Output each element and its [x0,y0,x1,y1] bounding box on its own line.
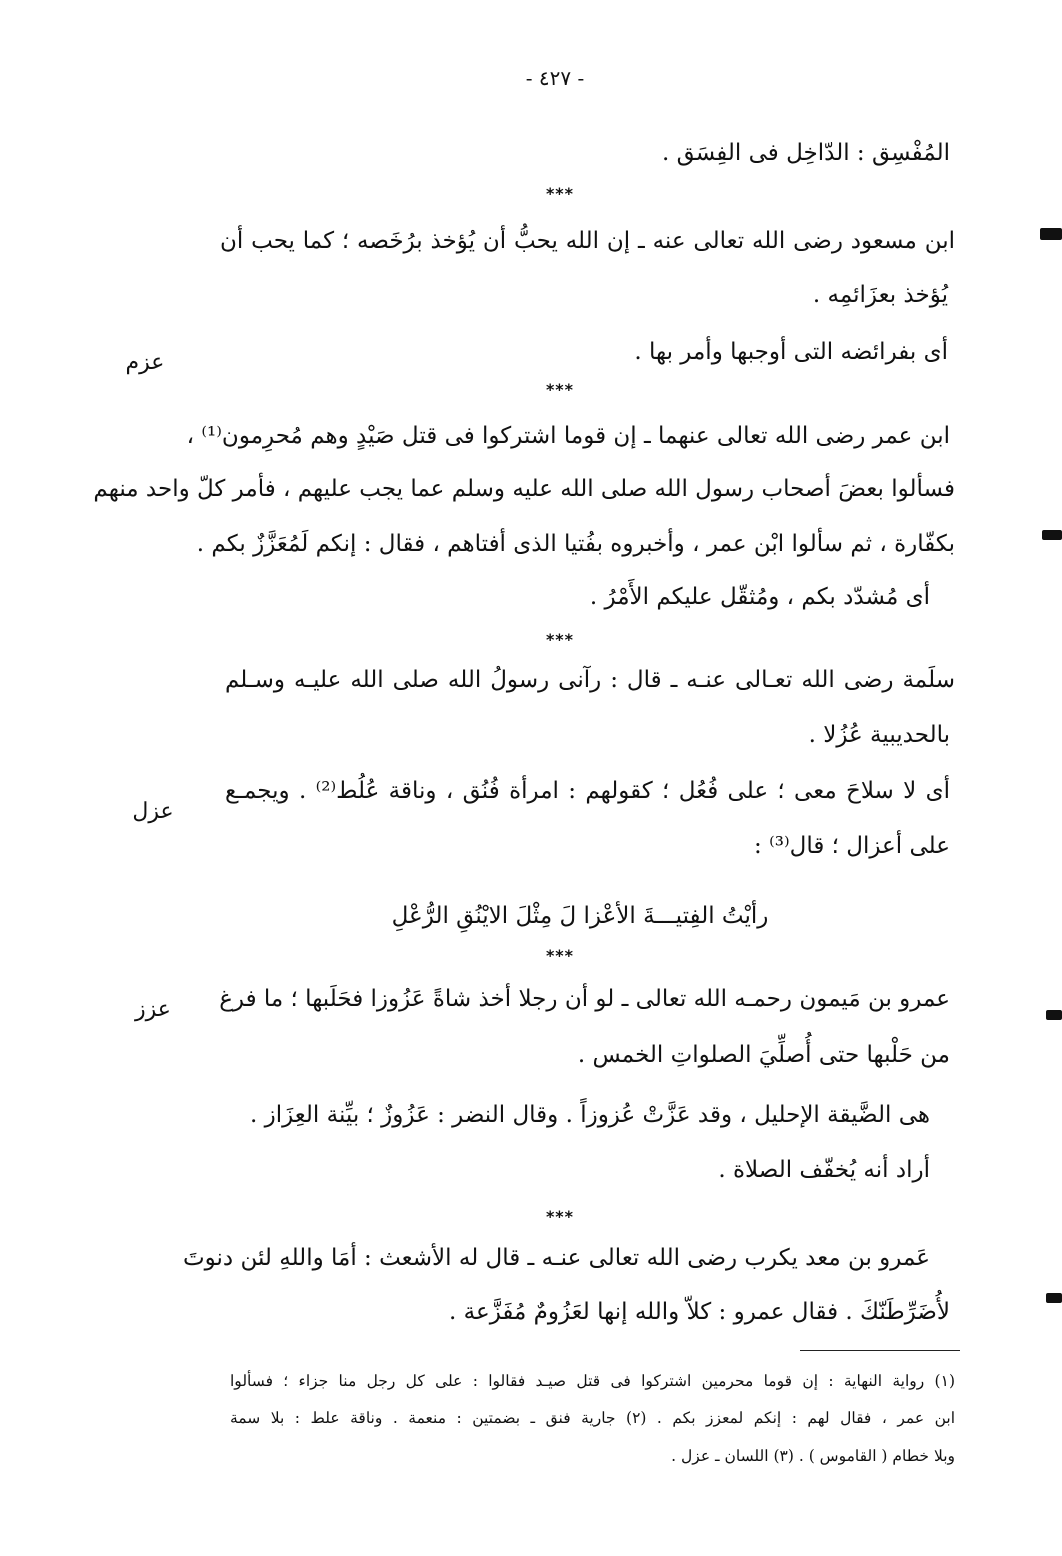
margin-root-azl: عزل [132,799,174,824]
text-line-14: من حَلْبها حتى أُصلِّيَ الصلواتِ الخمس . [577,1042,950,1068]
section-separator: *** [545,946,575,965]
text-line-3: يُؤخذ بعزَائمِه . [812,282,948,308]
text-line-16: أراد أنه يُخفّف الصلاة . [718,1157,930,1183]
page-number: - ٤٢٧ - [525,66,585,90]
text-line-5: ابن عمر رضى الله تعالى عنهما ـ إن قوما اشتركوا فى قتل صَيْدٍ وهم مُحرِمون⁽¹⁾ ، [186,423,950,449]
text-line-6: فسألوا بعضَ أصحاب رسول الله صلى الله عليه وسلم عما يجب عليهم ، فأمر كلّ واحد منهم [93,476,955,502]
section-separator: *** [545,380,575,399]
footnote-rule [800,1350,960,1351]
footnote-line-1: (١) رواية النهاية : إن قوما محرمين اشتركوا فى قتل صيـد فقالوا : على كل رجل منا جزاء ؛ فسألوا [230,1372,955,1390]
text-line-18: لأُضَرِّطَنّكَ . فقال عمرو : كلاّ والله إنها لعَزُومٌ مُفَزَّعة . [449,1299,950,1325]
section-separator: *** [545,630,575,649]
text-line-12: على أعزال ؛ قال⁽³⁾ : [754,833,950,859]
section-separator: *** [545,184,575,203]
text-line-15: هى الضَّيقة الإحليل ، وقد عَزَّتْ عُزوزاً . وقال النضر : عَزُوزٌ ؛ بيِّنة العِزَاز . [250,1102,930,1128]
text-line-10: بالحديبية عُزُلا . [808,722,950,748]
text-line-1: المُفْسِق : الدّاخِل فى الفِسَق . [661,140,950,166]
scan-edge-mark [1046,1293,1062,1303]
margin-root-azm: عزم [125,350,165,375]
text-line-7: بكفّارة ، ثم سألوا ابْن عمر ، وأخبروه بفُتيا الذى أفتاهم ، فقال : إنكم لَمُعَزَّزٌ بكم . [196,531,955,557]
text-line-8: أى مُشدّد بكم ، ومُثقّل عليكم الأَمْرُ . [589,584,930,610]
text-line-9: سلَمة رضى الله تعـالى عنـه ـ قال : رآنى رسولُ الله صلى الله عليـه وسـلم [225,667,955,693]
text-line-11: أى لا سلاحَ معى ؛ على فُعُل ؛ كقولهم : امرأة فُنُق ، وناقة عُلُط⁽²⁾ . ويجمـع [225,778,951,804]
scan-edge-mark [1040,228,1062,240]
poetry-verse: رأيْتُ الفِتيـــةَ الأعْزا لَ مِثْلَ الايْنُقِ الرُّعْلِ [391,903,769,929]
scan-edge-mark [1042,530,1062,540]
text-line-13: عمرو بن مَيمون رحمـه الله تعالى ـ لو أن رجلا أخذ شاةً عَزُوزا فحَلَبها ؛ ما فرغ [219,986,950,1012]
margin-root-azz: عزز [135,997,171,1022]
scan-edge-mark [1046,1010,1062,1020]
footnote-line-2: ابن عمر ، فقال لهم : إنكم لمعزز بكم . (٢) جارية فنق ـ بضمتين : منعمة . وناقة علط : بلا سمة [230,1409,956,1427]
text-line-4: أى بفرائضه التى أوجبها وأمر بها . [634,339,948,365]
text-line-2: ابن مسعود رضى الله تعالى عنه ـ إن الله يحبُّ أن يُؤخذ برُخَصه ؛ كما يحب أن [220,228,955,254]
text-line-17: عَمرو بن معد يكرب رضى الله تعالى عنـه ـ قال له الأشعث : أمَا واللهِ لئن دنوتَ [182,1245,930,1271]
footnote-line-3: وبلا خطام ( القاموس ) . (٣) اللسان ـ عزل . [671,1447,955,1465]
section-separator: *** [545,1207,575,1226]
